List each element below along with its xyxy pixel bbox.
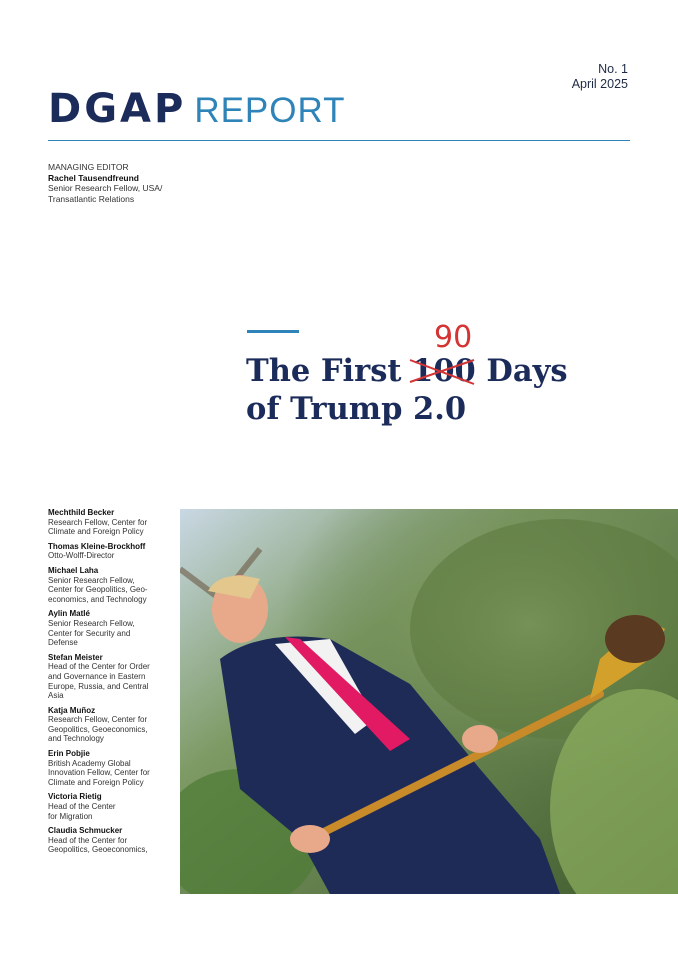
- author-entry: [48, 749, 168, 787]
- issue-number: No. 1: [598, 62, 628, 76]
- title-accent-bar: [247, 330, 299, 333]
- author-affiliation-line: Innovation Fellow, Center for: [48, 768, 150, 778]
- author-affiliation-line: Head of the Center for: [48, 835, 128, 845]
- author-entry: [48, 609, 168, 647]
- cover-photo-illustration: [180, 509, 678, 894]
- author-affiliation-line: Climate and Foreign Policy: [48, 777, 144, 787]
- author-affiliation-line: Senior Research Fellow,: [48, 618, 135, 628]
- title-start: The First: [246, 353, 402, 389]
- author-affiliation-line: and Governance in Eastern: [48, 671, 146, 681]
- managing-editor-block: [48, 162, 162, 204]
- author-entry: [48, 653, 168, 701]
- editor-title-line: Senior Research Fellow, USA/: [48, 183, 163, 193]
- strikethrough-mark: [408, 354, 478, 388]
- author-affiliation-line: Europe, Russia, and Central: [48, 681, 149, 691]
- editor-title-line: Transatlantic Relations: [48, 193, 135, 204]
- author-entry: [48, 792, 168, 821]
- author-affiliation-line: Senior Research Fellow,: [48, 575, 135, 585]
- author-affiliation-line: Research Fellow, Center for: [48, 517, 148, 527]
- title-line-1: [246, 352, 568, 390]
- issue-date: April 2025: [571, 77, 628, 91]
- issue-info: [572, 62, 628, 92]
- author-name: Victoria Rietig: [48, 792, 102, 802]
- dgap-logo: DGAP: [48, 86, 187, 132]
- author-affiliation-line: British Academy Global: [48, 758, 131, 768]
- author-affiliation-line: Center for Geopolitics, Geo-: [48, 585, 148, 595]
- author-entry: [48, 542, 168, 561]
- author-affiliation-line: and Technology: [48, 734, 104, 744]
- author-affiliation-line: Geopolitics, Geoeconomics,: [48, 724, 148, 734]
- title-end: Days: [486, 353, 568, 389]
- handwritten-correction: 90: [434, 320, 473, 355]
- author-name: Claudia Schmucker: [48, 826, 123, 836]
- author-entry: [48, 566, 168, 604]
- struck-number: 100: [412, 353, 476, 389]
- author-affiliation-line: Research Fellow, Center for: [48, 715, 148, 725]
- author-name: Katja Muñoz: [48, 705, 96, 715]
- author-entry: [48, 826, 168, 855]
- author-name: Mechthild Becker: [48, 508, 115, 517]
- author-affiliation-line: Head of the Center for Order: [48, 662, 150, 672]
- header-rule: [48, 140, 630, 141]
- author-affiliation-line: Otto-Wolff-Director: [48, 551, 115, 561]
- title-line-2: of Trump 2.0: [246, 391, 467, 427]
- struck-number-wrap: [412, 352, 476, 390]
- report-title: [246, 352, 568, 428]
- report-label: REPORT: [194, 91, 346, 130]
- editor-name: Rachel Tausendfreund: [48, 172, 139, 183]
- author-name: Erin Pobjie: [48, 749, 90, 759]
- author-entry: [48, 706, 168, 744]
- author-entry: [48, 508, 168, 537]
- author-affiliation-line: Asia: [48, 691, 64, 701]
- author-affiliation-line: Center for Security and: [48, 628, 131, 638]
- author-affiliation-line: Climate and Foreign Policy: [48, 527, 144, 537]
- author-affiliation-line: economics, and Technology: [48, 594, 147, 604]
- author-name: Aylin Matlé: [48, 609, 90, 619]
- author-affiliation-line: Defense: [48, 638, 78, 648]
- author-affiliation-line: Head of the Center: [48, 802, 116, 812]
- masthead: [48, 86, 346, 132]
- author-name: Thomas Kleine-Brockhoff: [48, 541, 146, 551]
- editor-role: MANAGING EDITOR: [48, 162, 129, 172]
- author-affiliation-line: Geopolitics, Geoeconomics,: [48, 845, 148, 855]
- author-name: Michael Laha: [48, 565, 99, 575]
- author-name: Stefan Meister: [48, 652, 103, 662]
- author-list: [48, 508, 168, 860]
- cover-photo: [180, 509, 678, 894]
- author-affiliation-line: for Migration: [48, 811, 93, 821]
